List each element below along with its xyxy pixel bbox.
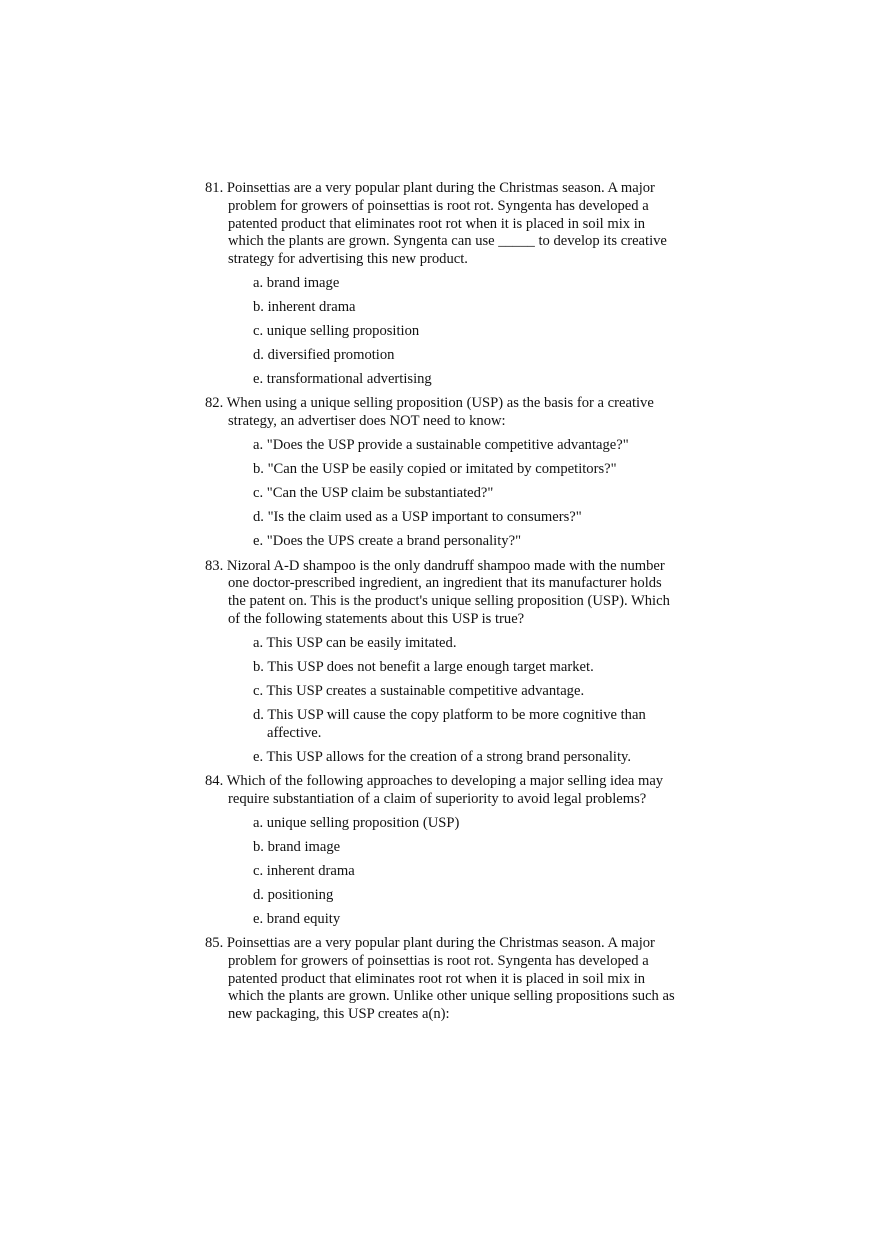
answer-option: d. positioning [253,886,334,903]
answer-option: e. transformational advertising [253,371,432,388]
question-text: Poinsettias are a very popular plant during the Christmas season. A major problem for growers of poinsettias is root rot. Syngenta has developed a patented product that eliminates root rot when it is placed in soil mix in which the plants are grown. Syngenta can use _____ to develop its creative strategy for advertising this new product. [226,180,667,268]
answer-option: c. inherent drama [253,862,355,879]
answer-option: b. "Can the USP be easily copied or imitated by competitors?" [253,461,617,478]
answer-option: b. brand image [253,838,341,855]
question-text: Nizoral A-D shampoo is the only dandruff shampoo made with the number one doctor-prescribed ingredient, an ingredient that its manufacturer holds the patent on. This is the product's unique selling proposition (USP). Which of the following statements about this USP is true? [226,557,670,627]
question-number: 83. [205,557,224,574]
question-85 [205,935,675,1024]
answer-options [205,437,675,551]
answer-option: d. This USP will cause the copy platform to be more cognitive than affective. [253,706,646,741]
answer-options [205,275,675,389]
question-text: Poinsettias are a very popular plant during the Christmas season. A major problem for growers of poinsettias is root rot. Syngenta has developed a patented product that eliminates root rot when it is placed in soil mix in which the plants are grown. Unlike other unique selling propositions such as new packaging, this USP creates a(n): [226,935,675,1023]
answer-option: c. "Can the USP claim be substantiated?" [253,485,494,502]
question-text: Which of the following approaches to developing a major selling idea may require substantiation of a claim of superiority to avoid legal problems? [226,772,664,807]
question-83 [205,558,675,767]
answer-option: a. "Does the USP provide a sustainable competitive advantage?" [253,437,629,454]
question-81 [205,180,675,389]
question-84 [205,773,675,929]
answer-option: d. diversified promotion [253,347,395,364]
question-number: 84. [205,772,224,789]
document-page [205,180,675,1026]
question-number: 85. [205,935,224,952]
answer-option: a. This USP can be easily imitated. [253,634,457,651]
answer-option: a. brand image [253,274,340,291]
answer-option: b. inherent drama [253,299,356,316]
question-stem [205,395,675,431]
question-stem [205,180,675,269]
answer-options [205,815,675,929]
question-stem [205,773,675,809]
answer-option: c. unique selling proposition [253,323,420,340]
answer-option: e. brand equity [253,910,341,927]
question-82 [205,395,675,551]
answer-option: c. This USP creates a sustainable competitive advantage. [253,682,585,699]
question-number: 81. [205,180,224,196]
question-number: 82. [205,395,224,412]
answer-option: b. This USP does not benefit a large enough target market. [253,658,594,675]
question-text: When using a unique selling proposition (USP) as the basis for a creative strategy, an advertiser does NOT need to know: [226,395,654,430]
answer-option: a. unique selling proposition (USP) [253,814,460,831]
answer-option: e. This USP allows for the creation of a strong brand personality. [253,748,632,765]
answer-option: e. "Does the UPS create a brand personality?" [253,533,522,550]
question-stem [205,558,675,629]
question-stem [205,935,675,1024]
answer-options [205,635,675,767]
answer-option: d. "Is the claim used as a USP important to consumers?" [253,509,582,526]
